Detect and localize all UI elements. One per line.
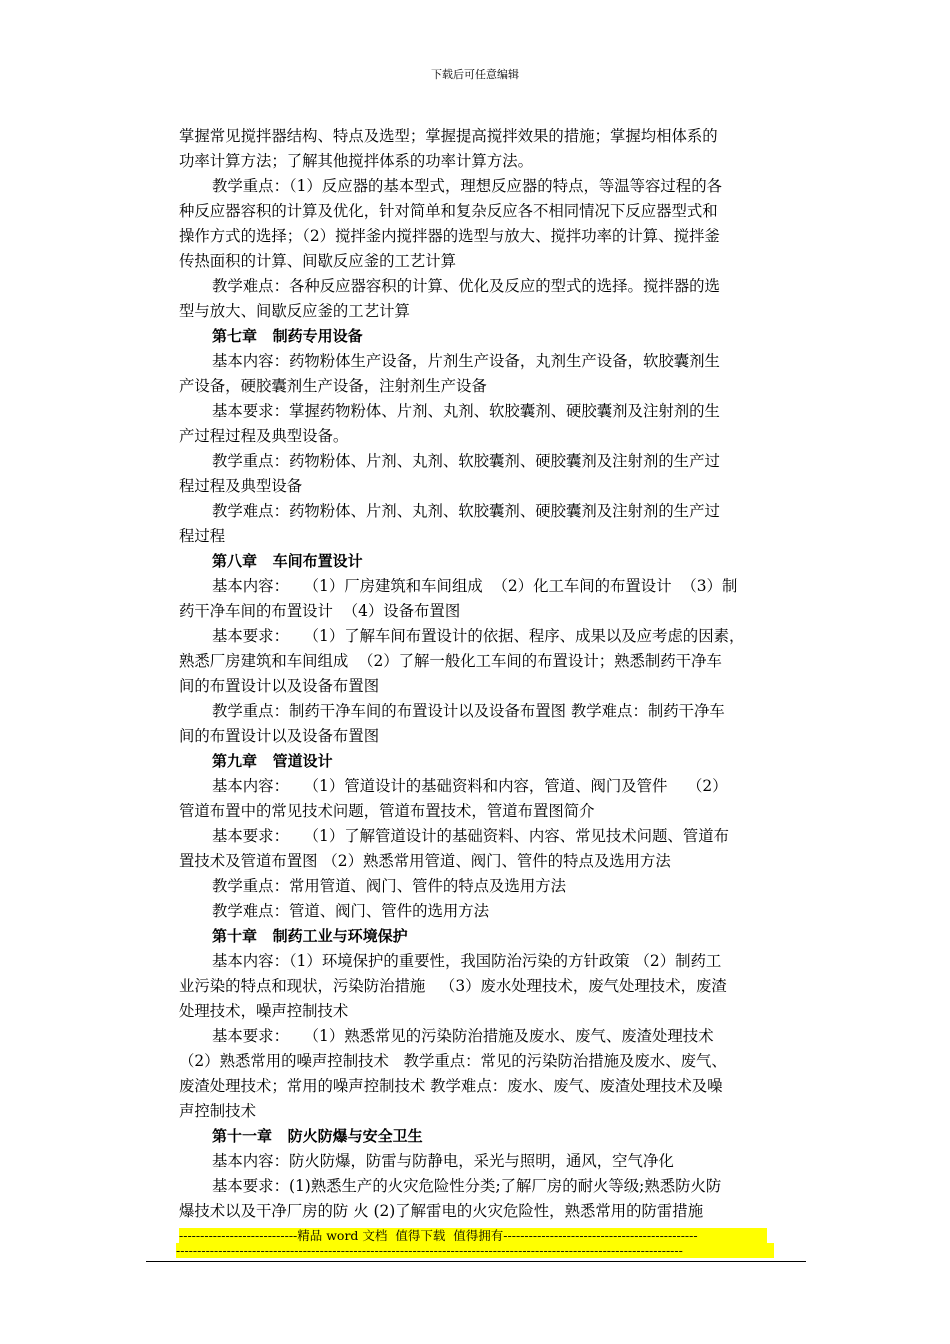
footer-banner bbox=[176, 1228, 774, 1258]
paragraph-line: 传热面积的计算、间歇反应釜的工艺计算 bbox=[179, 252, 457, 270]
paragraph-line: 药干净车间的布置设计 （4）设备布置图 bbox=[179, 602, 461, 620]
document-body bbox=[179, 124, 807, 1224]
paragraph-line: 教学重点：药物粉体、片剂、丸剂、软胶囊剂、硬胶囊剂及注射剂的生产过 bbox=[212, 452, 720, 470]
paragraph-line: 处理技术，噪声控制技术 bbox=[179, 1002, 349, 1020]
paragraph-line: 熟悉厂房建筑和车间组成 （2）了解一般化工车间的布置设计；熟悉制药干净车 bbox=[179, 652, 722, 670]
paragraph-line: 基本要求： （1）了解车间布置设计的依据、程序、成果以及应考虑的因素， bbox=[212, 627, 745, 645]
chapter-heading: 第九章 管道设计 bbox=[212, 752, 333, 770]
paragraph-line: 操作方式的选择；（2）搅拌釜内搅拌器的选型与放大、搅拌功率的计算、搅拌釜 bbox=[179, 227, 720, 245]
paragraph-line: 置技术及管道布置图 （2）熟悉常用管道、阀门、管件的特点及选用方法 bbox=[179, 852, 671, 870]
paragraph-line: 基本要求： （1）熟悉常见的污染防治措施及废水、废气、废渣处理技术 bbox=[212, 1027, 714, 1045]
paragraph-line: 教学难点：药物粉体、片剂、丸剂、软胶囊剂、硬胶囊剂及注射剂的生产过 bbox=[212, 502, 720, 520]
paragraph-line: 间的布置设计以及设备布置图 bbox=[179, 677, 380, 695]
paragraph-line: 种反应器容积的计算及优化，针对简单和复杂反应各不相同情况下反应器型式和 bbox=[179, 202, 718, 220]
paragraph-line: 教学重点：常用管道、阀门、管件的特点及选用方法 bbox=[212, 877, 566, 895]
footer-banner-line-2: ------------------------------------------------------------------------------------------------------------------------ bbox=[176, 1243, 774, 1258]
paragraph-line: 基本内容：防火防爆，防雷与防静电，采光与照明，通风，空气净化 bbox=[212, 1152, 674, 1170]
paragraph-line: 功率计算方法；了解其他搅拌体系的功率计算方法。 bbox=[179, 152, 533, 170]
paragraph-line: 基本内容： （1）厂房建筑和车间组成 （2）化工车间的布置设计 （3）制 bbox=[212, 577, 738, 595]
paragraph-line: 产过程过程及典型设备。 bbox=[179, 427, 349, 445]
paragraph-line: 基本内容：（1）环境保护的重要性，我国防治污染的方针政策 （2）制药工 bbox=[212, 952, 722, 970]
paragraph-line: 产设备，硬胶囊剂生产设备，注射剂生产设备 bbox=[179, 377, 487, 395]
paragraph-line: 爆技术以及干净厂房的防 火 (2)了解雷电的火灾危险性，熟悉常用的防雷措施 bbox=[179, 1202, 704, 1220]
paragraph-line: 声控制技术 bbox=[179, 1102, 256, 1120]
paragraph-line: （2）熟悉常用的噪声控制技术 教学重点：常见的污染防治措施及废水、废气、 bbox=[179, 1052, 727, 1070]
paragraph-line: 基本内容：药物粉体生产设备，片剂生产设备，丸剂生产设备，软胶囊剂生 bbox=[212, 352, 720, 370]
chapter-heading: 第八章 车间布置设计 bbox=[212, 552, 363, 570]
paragraph-line: 基本要求：掌握药物粉体、片剂、丸剂、软胶囊剂、硬胶囊剂及注射剂的生 bbox=[212, 402, 720, 420]
paragraph-line: 管道布置中的常见技术问题，管道布置技术，管道布置图简介 bbox=[179, 802, 595, 820]
chapter-heading: 第十章 制药工业与环境保护 bbox=[212, 927, 408, 945]
paragraph-line: 程过程及典型设备 bbox=[179, 477, 303, 495]
chapter-heading: 第七章 制药专用设备 bbox=[212, 327, 363, 345]
paragraph-line: 基本要求： （1）了解管道设计的基础资料、内容、常见技术问题、管道布 bbox=[212, 827, 729, 845]
paragraph-line: 基本内容： （1）管道设计的基础资料和内容，管道、阀门及管件 （2） bbox=[212, 777, 728, 795]
paragraph-line: 业污染的特点和现状，污染防治措施 （3）废水处理技术，废气处理技术，废渣 bbox=[179, 977, 727, 995]
paragraph-line: 型与放大、间歇反应釜的工艺计算 bbox=[179, 302, 410, 320]
chapter-heading: 第十一章 防火防爆与安全卫生 bbox=[212, 1127, 423, 1145]
page-header: 下载后可任意编辑 bbox=[431, 68, 519, 81]
paragraph-line: 掌握常见搅拌器结构、特点及选型；掌握提高搅拌效果的措施；掌握均相体系的 bbox=[179, 127, 718, 145]
paragraph-line: 间的布置设计以及设备布置图 bbox=[179, 727, 380, 745]
paragraph-line: 教学重点：制药干净车间的布置设计以及设备布置图 教学难点：制药干净车 bbox=[212, 702, 725, 720]
footer-banner-line-1: ----------------------------精品 word 文档 值得下载 值得拥有---------------------------------------------- bbox=[179, 1228, 767, 1243]
paragraph-line: 程过程 bbox=[179, 527, 226, 545]
footer-divider bbox=[146, 1261, 806, 1262]
paragraph-line: 教学难点：各种反应器容积的计算、优化及反应的型式的选择。搅拌器的选 bbox=[212, 277, 720, 295]
paragraph-line: 教学难点：管道、阀门、管件的选用方法 bbox=[212, 902, 490, 920]
paragraph-line: 教学重点：（1）反应器的基本型式，理想反应器的特点，等温等容过程的各 bbox=[212, 177, 722, 195]
paragraph-line: 废渣处理技术；常用的噪声控制技术 教学难点：废水、废气、废渣处理技术及噪 bbox=[179, 1077, 723, 1095]
paragraph-line: 基本要求：(1)熟悉生产的火灾危险性分类;了解厂房的耐火等级;熟悉防火防 bbox=[212, 1177, 722, 1195]
